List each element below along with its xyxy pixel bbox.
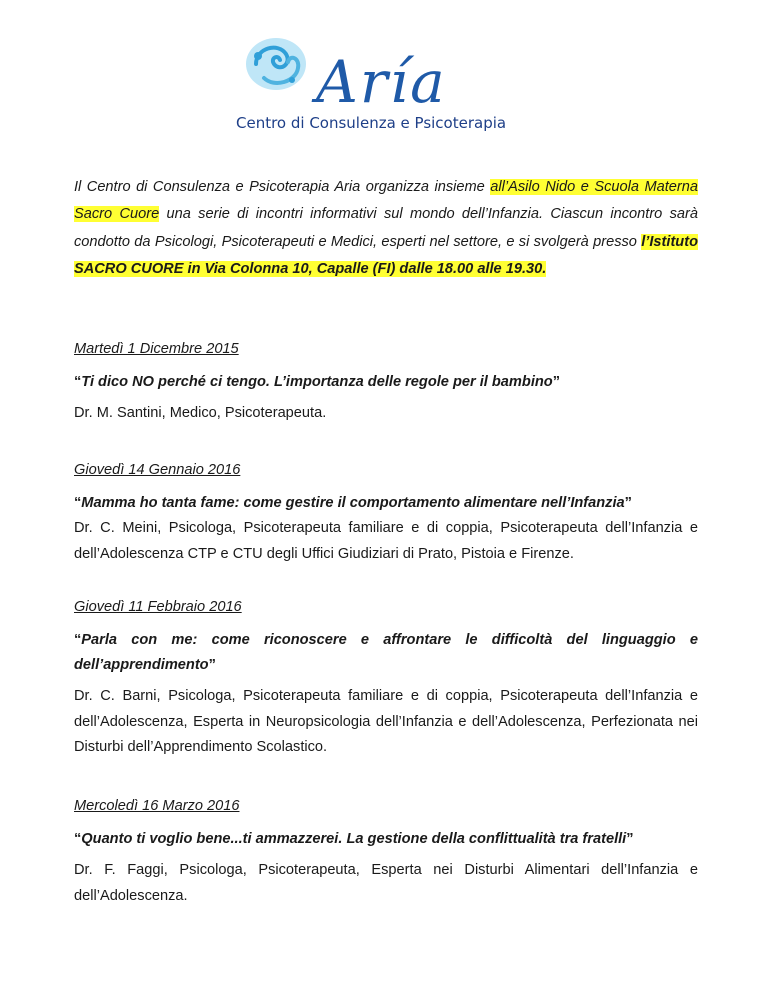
logo-wordmark: Aría	[316, 48, 447, 116]
event-description: Dr. M. Santini, Medico, Psicoterapeuta.	[74, 405, 327, 421]
event-item	[74, 460, 698, 567]
event-item	[74, 796, 698, 909]
intro-highlight-school: all’Asilo Nido e Scuola Materna Sacro Cuore	[74, 179, 698, 223]
event-description: Dr. C. Meini, Psicologa, Psicoterapeuta familiare e di coppia, Psicoterapeuta dell’Infanzia e dell’Adolescenza CTP e CTU degli Uffici Giudiziari di Prato, Pistoia e Firenze.	[74, 520, 698, 562]
swirl-logo-icon	[244, 34, 316, 94]
event-date: Giovedì 14 Gennaio 2016	[74, 462, 241, 478]
event-description: Dr. C. Barni, Psicologa, Psicoterapeuta familiare e di coppia, Psicoterapeuta dell’Infanzia e dell’Adolescenza, Esperta in Neuropsicologia dell’Infanzia e dell’Adolescenza, Perfezionata nei Disturbi dell’Apprendimento Scolastico.	[74, 688, 698, 755]
event-title: “Quanto ti voglio bene...ti ammazzerei. La gestione della conflittualità tra fratelli”	[74, 831, 634, 847]
event-item	[74, 597, 698, 761]
event-date: Mercoledì 16 Marzo 2016	[74, 798, 240, 814]
event-description: Dr. F. Faggi, Psicologa, Psicoterapeuta, Esperta nei Disturbi Alimentari dell’Infanzia e dell’Adolescenza.	[74, 862, 698, 904]
event-item	[74, 339, 698, 427]
intro-text-1: Il Centro di Consulenza e Psicoterapia Aria organizza insieme	[74, 179, 491, 195]
logo	[236, 30, 536, 140]
intro-text-2: una serie di incontri informativi sul mondo dell’Infanzia. Ciascun incontro sarà condotto da Psicologi, Psicoterapeuti e Medici, esperti nel settore, e si svolgerà presso	[74, 206, 699, 250]
event-title: “Ti dico NO perché ci tengo. L’importanza delle regole per il bambino”	[74, 374, 560, 390]
intro-highlight-location: l’Istituto SACRO CUORE in Via Colonna 10, Capalle (FI) dalle 18.00 alle 19.30.	[74, 233, 698, 278]
event-title: “Mamma ho tanta fame: come gestire il comportamento alimentare nell’Infanzia”	[74, 495, 632, 511]
event-title: “Parla con me: come riconoscere e affrontare le difficoltà del linguaggio e dell’apprendimento”	[74, 632, 698, 673]
event-date: Martedì 1 Dicembre 2015	[74, 341, 239, 357]
event-date: Giovedì 11 Febbraio 2016	[74, 599, 242, 615]
logo-subtitle: Centro di Consulenza e Psicoterapia	[236, 114, 507, 132]
intro-paragraph	[74, 174, 698, 284]
